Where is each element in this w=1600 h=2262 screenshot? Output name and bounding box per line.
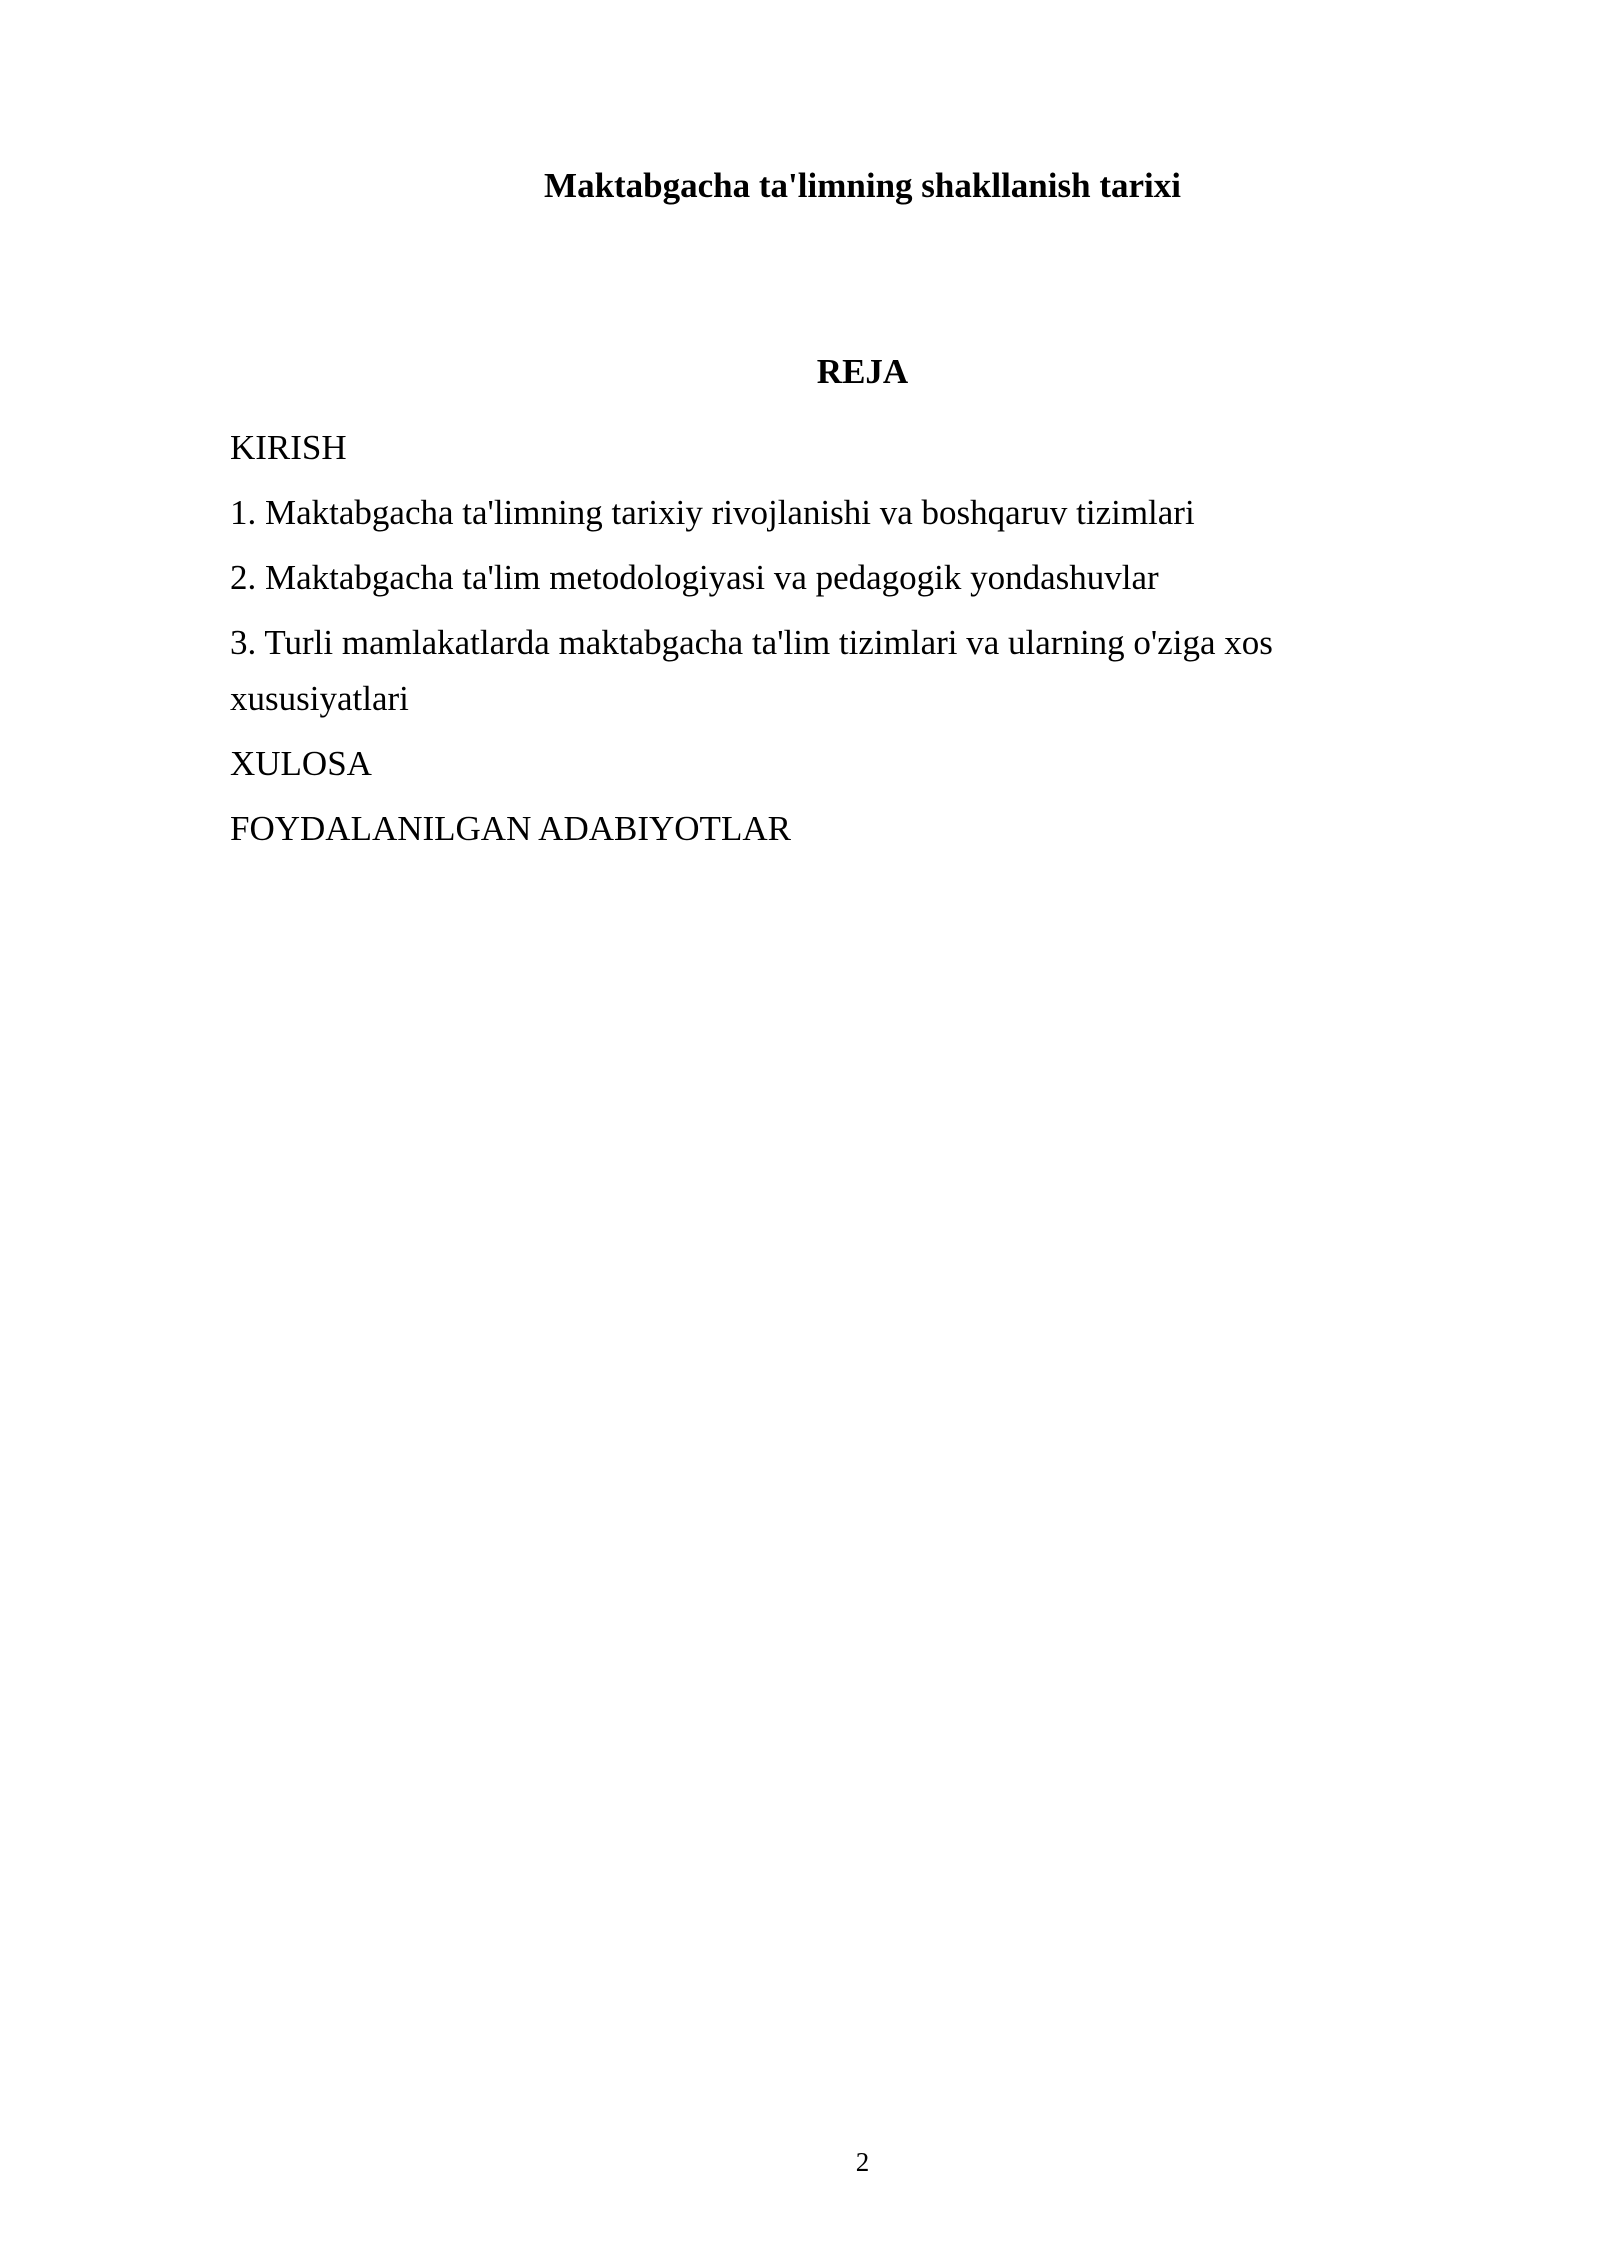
- plan-item-introduction: KIRISH: [230, 428, 347, 467]
- plan-list: [230, 420, 1380, 866]
- plan-item-chapter-3: 3. Turli mamlakatlarda maktabgacha ta'lim tizimlari va ularning o'ziga xos xususiyatlari: [230, 623, 1273, 718]
- plan-item-conclusion: XULOSA: [230, 744, 372, 783]
- plan-item-chapter-2: 2. Maktabgacha ta'lim metodologiyasi va pedagogik yondashuvlar: [230, 558, 1159, 597]
- document-title: Maktabgacha ta'limning shakllanish tarixi: [544, 166, 1181, 205]
- page-number: 2: [855, 2147, 870, 2177]
- plan-item-references: FOYDALANILGAN ADABIYOTLAR: [230, 809, 791, 848]
- plan-heading: REJA: [816, 352, 909, 391]
- plan-item-chapter-1: 1. Maktabgacha ta'limning tarixiy rivojlanishi va boshqaruv tizimlari: [230, 493, 1195, 532]
